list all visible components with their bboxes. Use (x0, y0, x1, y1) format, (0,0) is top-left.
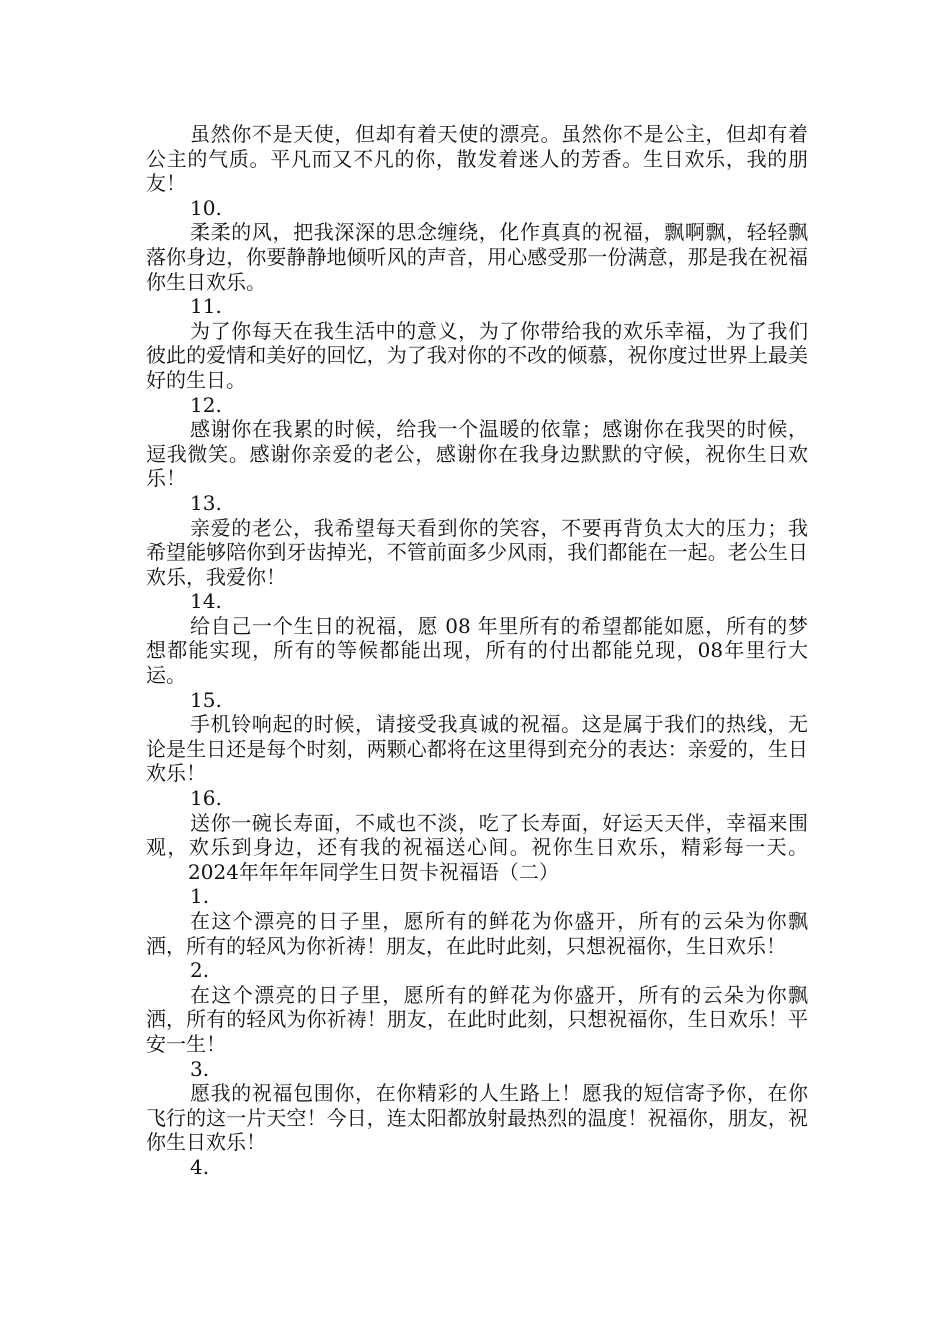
item-number: 13. (190, 490, 222, 515)
paragraph-text: 送你一碗长寿面，不咸也不淡，吃了长寿面，好运天天伴，幸福来围观，欢乐到身边，还有我的祝福送心间。祝你生日欢乐，精彩每一天。 (146, 810, 808, 860)
item-number: 14. (190, 589, 222, 614)
item-number: 2. (190, 958, 210, 983)
paragraph: 虽然你不是天使，但却有着天使的漂亮。虽然你不是公主，但却有着公主的气质。平凡而又不凡的你，散发着迷人的芳香。生日欢乐，我的朋友！ (146, 122, 808, 196)
item-number: 3. (190, 1056, 210, 1081)
paragraph: 手机铃响起的时候，请接受我真诚的祝福。这是属于我们的热线，无论是生日还是每个时刻，两颗心都将在这里得到充分的表达：亲爱的，生日欢乐！ (146, 712, 808, 786)
section-heading: 2024年年年年同学生日贺卡祝福语（二） (188, 859, 559, 884)
item-number: 16. (190, 786, 222, 811)
item-number: 1. (190, 884, 210, 909)
paragraph-with-section-heading (146, 811, 808, 885)
item-number: 4. (190, 1154, 210, 1179)
paragraph: 为了你每天在我生活中的意义，为了你带给我的欢乐幸福，为了我们彼此的爱情和美好的回忆，为了我对你的不改的倾慕，祝你度过世界上最美好的生日。 (146, 318, 808, 392)
paragraph: 亲爱的老公，我希望每天看到你的笑容，不要再背负太大的压力；我希望能够陪你到牙齿掉光，不管前面多少风雨，我们都能在一起。老公生日欢乐，我爱你！ (146, 515, 808, 589)
item-number: 11. (190, 294, 222, 319)
paragraph: 感谢你在我累的时候，给我一个温暖的依靠；感谢你在我哭的时候，逗我微笑。感谢你亲爱的老公，感谢你在我身边默默的守候，祝你生日欢乐！ (146, 417, 808, 491)
paragraph: 在这个漂亮的日子里，愿所有的鲜花为你盛开，所有的云朵为你飘洒，所有的轻风为你祈祷！朋友，在此时此刻，只想祝福你，生日欢乐！平安一生！ (146, 982, 808, 1056)
item-number: 10. (190, 195, 222, 220)
document-page (146, 122, 808, 1180)
item-number: 15. (190, 687, 222, 712)
item-number: 12. (190, 392, 222, 417)
paragraph: 在这个漂亮的日子里，愿所有的鲜花为你盛开，所有的云朵为你飘洒，所有的轻风为你祈祷！朋友，在此时此刻，只想祝福你，生日欢乐！ (146, 909, 808, 958)
paragraph: 柔柔的风，把我深深的思念缠绕，化作真真的祝福，飘啊飘，轻轻飘落你身边，你要静静地倾听风的声音，用心感受那一份满意，那是我在祝福你生日欢乐。 (146, 220, 808, 294)
paragraph: 给自己一个生日的祝福，愿 08 年里所有的希望都能如愿，所有的梦想都能实现，所有的等候都能出现，所有的付出都能兑现，08年里行大运。 (146, 613, 808, 688)
paragraph: 愿我的祝福包围你，在你精彩的人生路上！愿我的短信寄予你，在你飞行的这一片天空！今日，连太阳都放射最热烈的温度！祝福你，朋友，祝你生日欢乐！ (146, 1081, 808, 1155)
